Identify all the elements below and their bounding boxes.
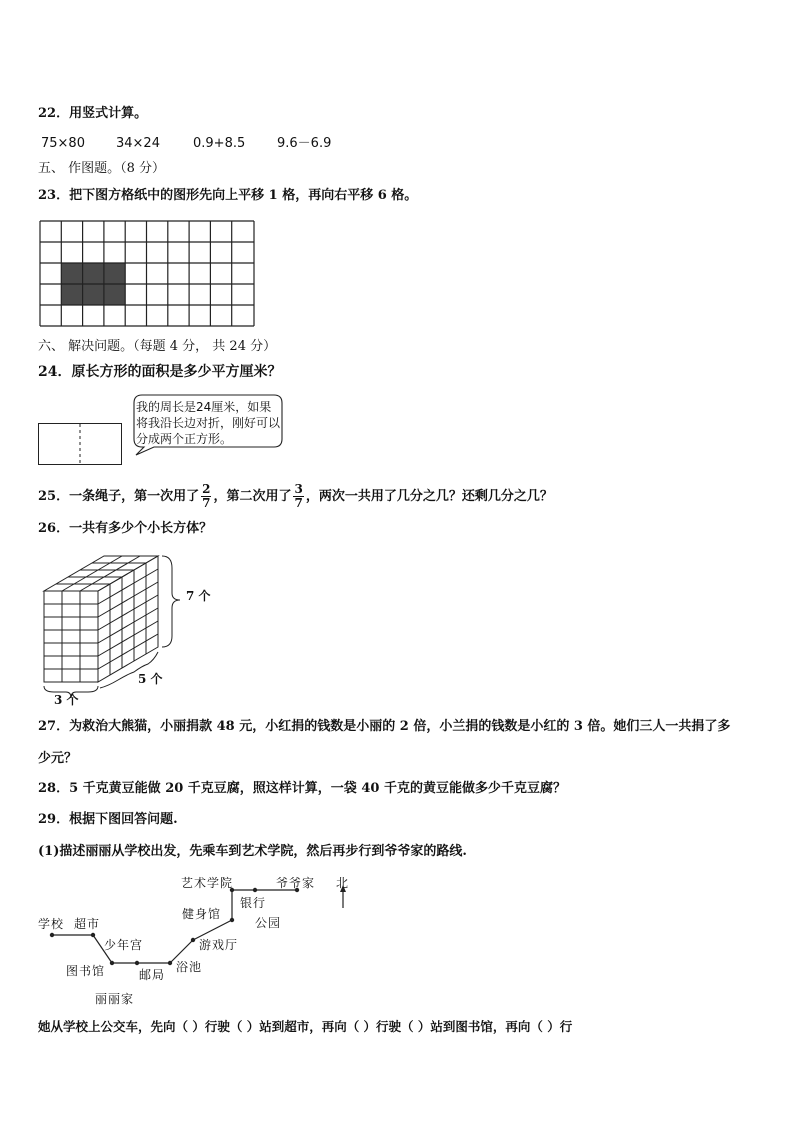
map-label-library: 图书馆 <box>66 964 106 978</box>
q25-fraction-1-den: 7 <box>202 496 211 510</box>
q22-expr-3: 0.9+8.5 <box>193 136 246 151</box>
q29-title: 29．根据下图回答问题. <box>38 812 178 827</box>
map-label-park: 公园 <box>255 916 282 930</box>
map-label-youth-palace: 少年宫 <box>104 938 144 952</box>
q22-title: 22．用竖式计算。 <box>38 106 148 121</box>
q24-bubble-text: 我的周长是24厘米，如果将我沿长边对折，刚好可以分成两个正方形。 <box>136 400 281 446</box>
q22-expr-4: 9.6－6.9 <box>277 136 332 151</box>
q25-text-3: ，两次一共用了几分之几？还剩几分之几？ <box>305 489 553 504</box>
q27-line-1: 27．为救治大熊猫，小丽捐款 48 元，小红捐的钱数是小丽的 2 倍，小兰捐的钱数是小红的 3 倍。她们三人一共捐了多 <box>38 719 731 734</box>
map-label-art-academy: 艺术学院 <box>181 876 234 890</box>
q26-label-width: 3 个 <box>54 693 79 707</box>
map-label-gym: 健身馆 <box>182 907 222 921</box>
map-label-supermarket: 超市 <box>74 917 101 931</box>
q24-title: 24．原长方形的面积是多少平方厘米？ <box>38 364 282 380</box>
q27-line-2: 少元？ <box>38 751 78 766</box>
map-label-lili-home: 丽丽家 <box>95 992 135 1006</box>
map-label-bathhouse: 浴池 <box>176 960 203 974</box>
q25-fraction-2-num: 3 <box>294 482 303 497</box>
section-5-title: 五、 作图题。（8 分） <box>38 161 166 176</box>
map-label-grandpa-home: 爷爷家 <box>276 876 316 890</box>
map-label-school: 学校 <box>38 917 65 931</box>
q22-expr-1: 75×80 <box>41 136 85 151</box>
map-label-bank: 银行 <box>240 896 267 910</box>
section-6-title: 六、 解决问题。（每题 4 分， 共 24 分） <box>38 339 277 354</box>
map-label-arcade: 游戏厅 <box>199 938 239 952</box>
q29-answer-line: 她从学校上公交车，先向（ ）行驶（ ）站到超市，再向（ ）行驶（ ）站到图书馆，再向（ ）行 <box>38 1019 573 1034</box>
q25-fraction-2-den: 7 <box>294 496 303 510</box>
q23-title: 23．把下图方格纸中的图形先向上平移 1 格，再向右平移 6 格。 <box>38 188 418 203</box>
q26-label-depth: 5 个 <box>138 672 163 686</box>
q26-label-height: 7 个 <box>186 589 211 603</box>
q26-title: 26．一共有多少个小长方体？ <box>38 521 213 536</box>
q22-expr-2: 34×24 <box>116 136 160 151</box>
q25-fraction-1-num: 2 <box>202 482 211 497</box>
q25-text-1: 25．一条绳子，第一次用了 <box>38 489 200 504</box>
map-label-north: 北 <box>336 876 350 890</box>
map-label-post-office: 邮局 <box>139 968 166 982</box>
q28-title: 28．5 千克黄豆能做 20 千克豆腐，照这样计算，一袋 40 千克的黄豆能做多少千克豆腐？ <box>38 781 566 796</box>
q29-subquestion-1: (1)描述丽丽从学校出发，先乘车到艺术学院，然后再步行到爷爷家的路线. <box>38 844 467 859</box>
q25-text-2: ，第二次用了 <box>213 489 292 504</box>
